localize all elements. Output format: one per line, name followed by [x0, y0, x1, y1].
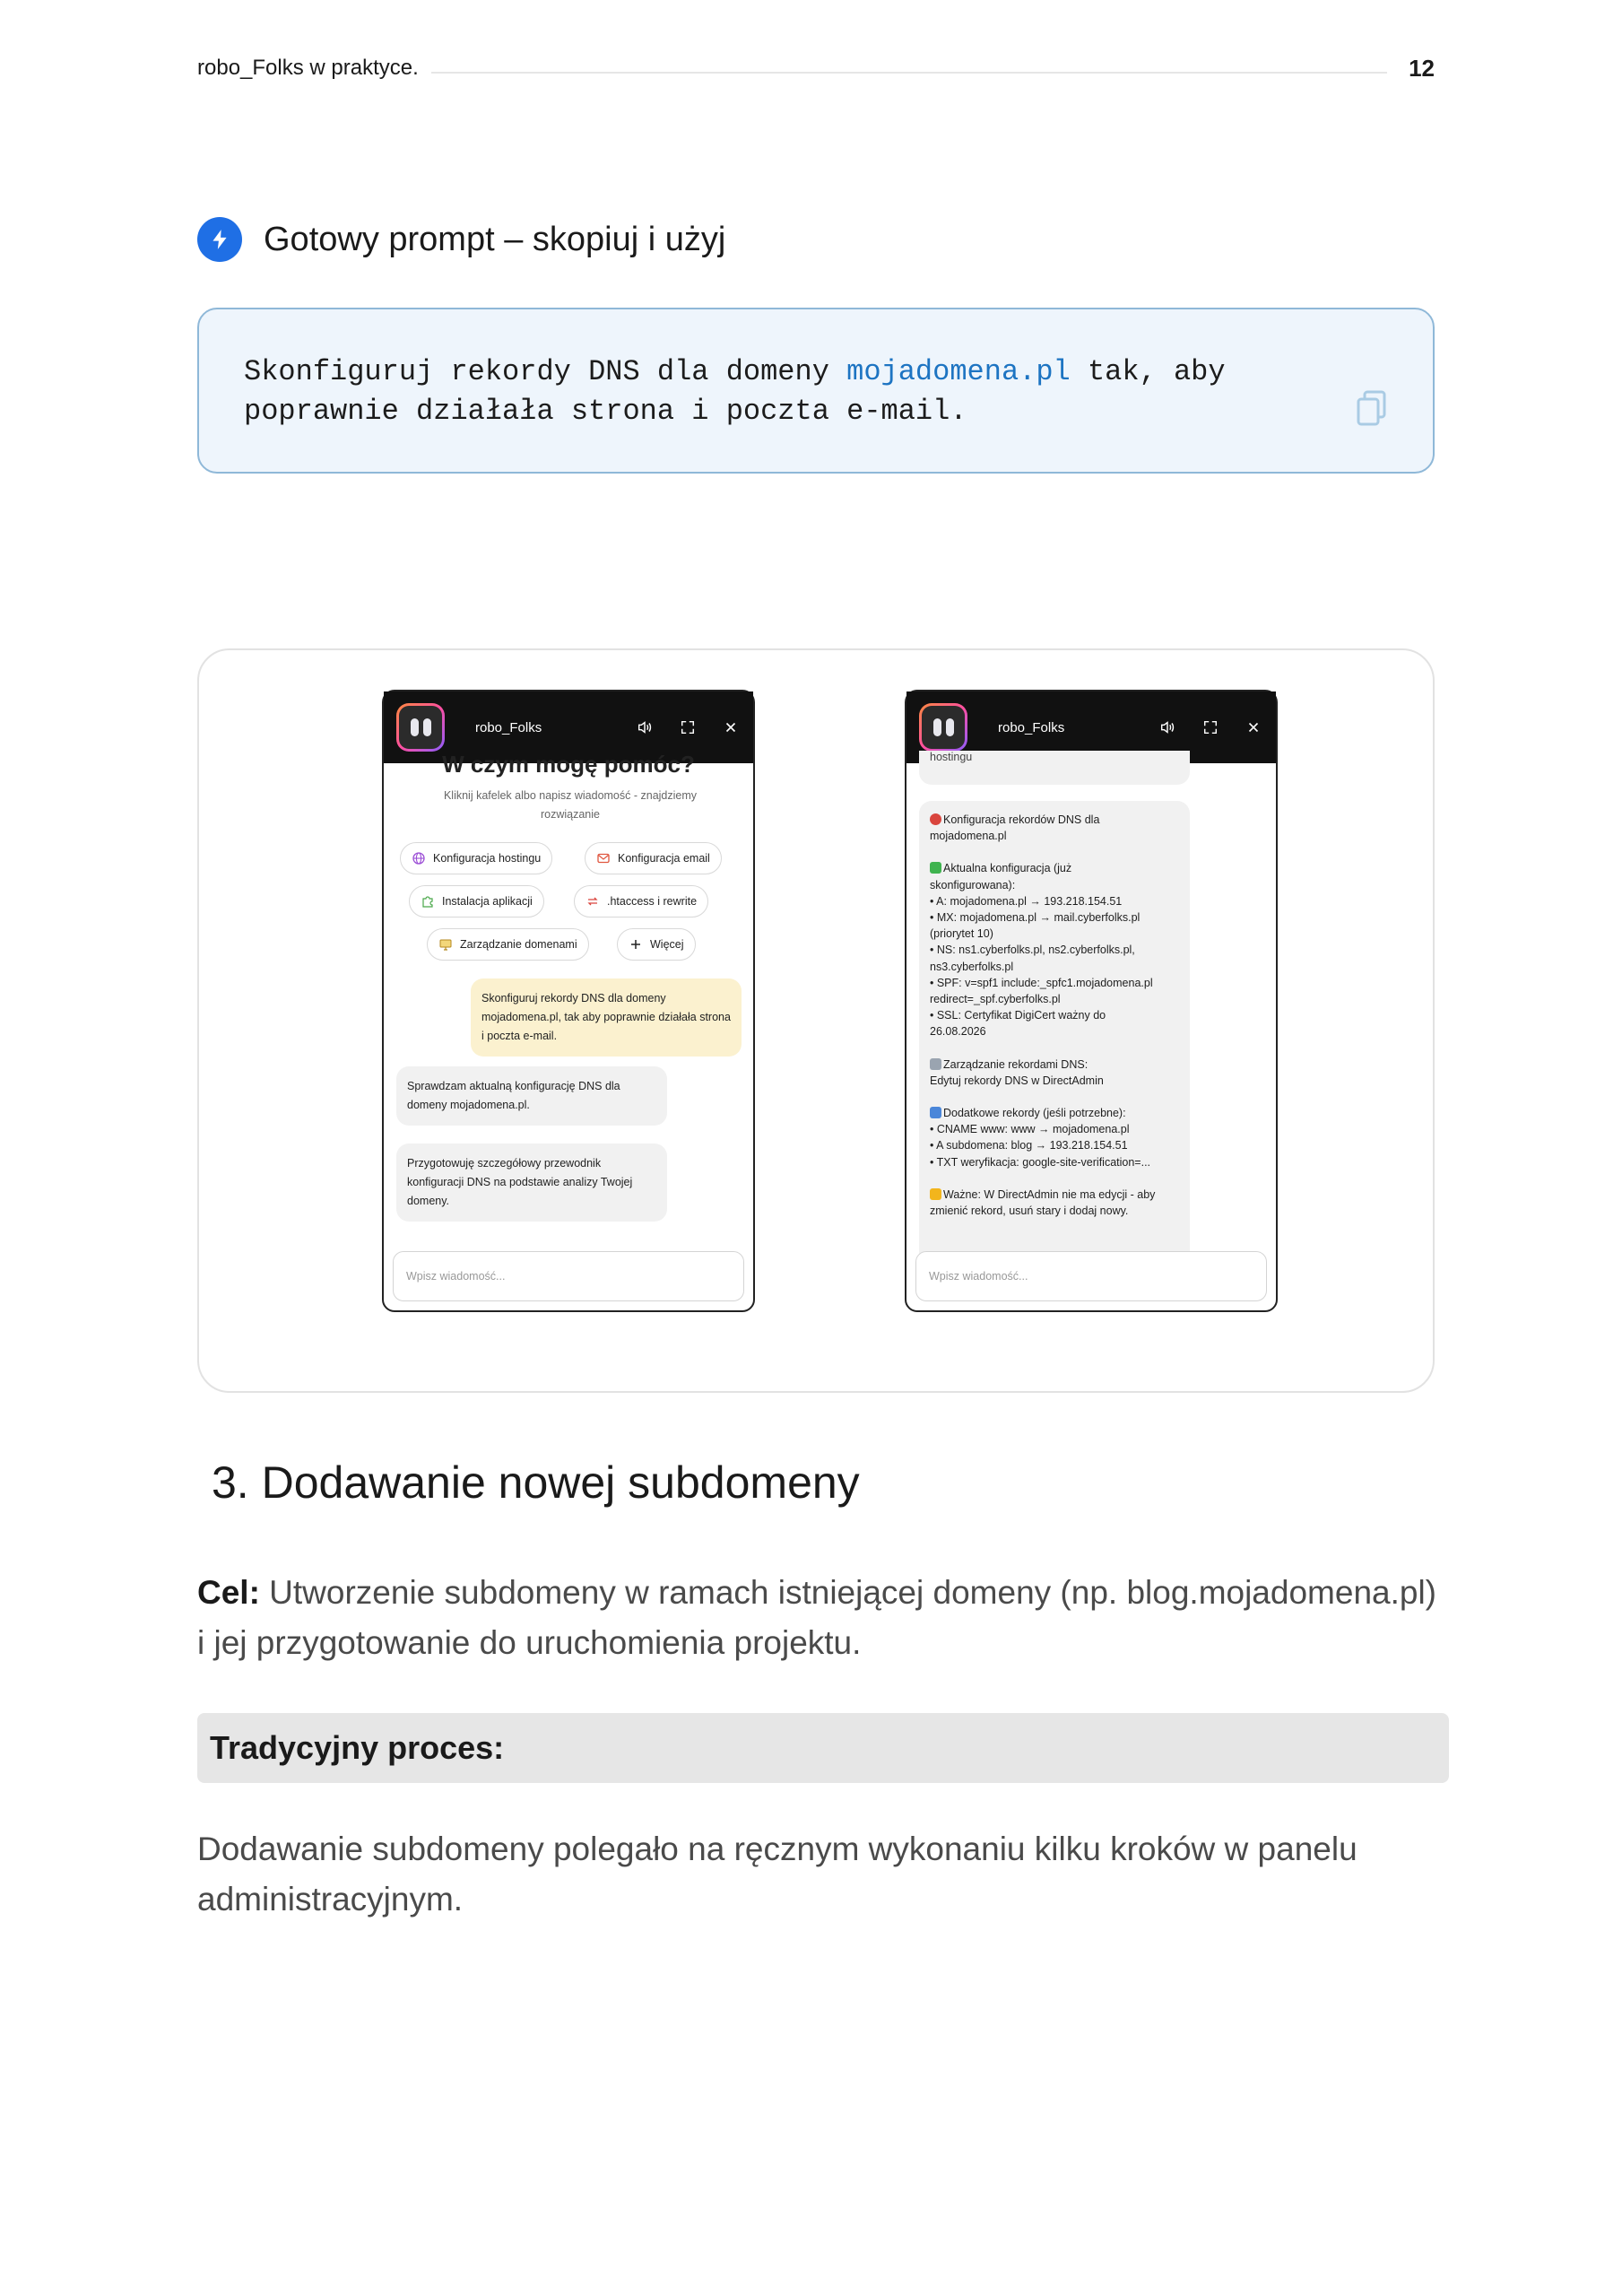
refresh-icon [930, 1107, 941, 1118]
dns-title-domain: mojadomena.pl [930, 830, 1007, 843]
user-message: Skonfiguruj rekordy DNS dla domeny mojadomena.pl, tak aby poprawnie działała strona i poczta e-mail. [471, 978, 742, 1057]
goal-label: Cel: [197, 1574, 260, 1611]
current-config-title: Aktualna konfiguracja (już [943, 862, 1072, 875]
warning-text-2: zmienić rekord, usuń stary i dodaj nowy. [930, 1205, 1129, 1218]
mail-icon [596, 851, 611, 865]
chip-label: Konfiguracja hostingu [433, 852, 542, 865]
chip-htaccess[interactable] [574, 885, 708, 918]
dns-record-line: ns3.cyberfolks.pl [930, 960, 1014, 973]
warning-text: Ważne: W DirectAdmin nie ma edycji - aby [943, 1187, 1156, 1201]
process-label: Tradycyjny proces: [210, 1729, 505, 1766]
prompt-text-end: tak, aby [1070, 355, 1226, 388]
chip-label: Konfiguracja email [618, 852, 710, 865]
redirect-icon [585, 894, 600, 909]
chip-email[interactable] [585, 842, 722, 874]
message-input[interactable]: Wpisz wiadomość... [393, 1251, 744, 1301]
monitor-icon [438, 937, 453, 952]
bot-avatar [919, 703, 967, 752]
lightning-icon [197, 217, 242, 262]
chat-window-right [905, 690, 1278, 1312]
expand-icon[interactable] [678, 718, 698, 737]
chip-label: Więcej [650, 938, 684, 951]
chip-apps[interactable] [409, 885, 544, 918]
puzzle-icon [421, 894, 435, 909]
close-icon[interactable] [721, 718, 741, 737]
dns-title: Konfiguracja rekordów DNS dla [943, 813, 1100, 826]
manage-title: Zarządzanie rekordami DNS: [943, 1057, 1089, 1071]
dns-record-line: 26.08.2026 [930, 1025, 986, 1039]
dns-record-line: • TXT weryfikacja: google-site-verification=... [930, 1155, 1151, 1169]
page-header [197, 52, 1435, 84]
dns-record-line: • NS: ns1.cyberfolks.pl, ns2.cyberfolks.pl, [930, 944, 1135, 957]
dns-record-line: • CNAME www: www → mojadomena.pl [930, 1123, 1130, 1136]
message-input[interactable]: Wpisz wiadomość... [915, 1251, 1267, 1301]
speaker-icon[interactable] [635, 718, 655, 737]
plus-icon [629, 937, 643, 952]
prompt-text [244, 352, 1226, 431]
bot-name: robo_Folks [998, 719, 1065, 735]
wrench-icon [930, 813, 941, 825]
goal-text: Utworzenie subdomeny w ramach istniejącej domeny (np. blog.mojadomena.pl) i jej przygotowanie do uruchomienia projektu. [197, 1574, 1436, 1661]
chat-window-left [382, 690, 755, 1312]
dns-record-line: • A subdomena: blog → 193.218.154.51 [930, 1139, 1128, 1152]
dns-record-line: • MX: mojadomena.pl → mail.cyberfolks.pl [930, 911, 1141, 925]
dns-record-line: redirect=_spf.cyberfolks.pl [930, 993, 1061, 1006]
copy-icon[interactable] [1356, 390, 1388, 426]
bot-avatar [396, 703, 445, 752]
bot-message: Sprawdzam aktualną konfigurację DNS dla domeny mojadomena.pl. [396, 1066, 667, 1126]
section-heading: 3. Dodawanie nowej subdomeny [212, 1457, 860, 1508]
prompt-domain: mojadomena.pl [846, 355, 1071, 388]
speaker-icon[interactable] [1158, 718, 1177, 737]
dns-record-line: • SPF: v=spf1 include:_spfc1.mojadomena.pl [930, 976, 1153, 989]
chip-label: Zarządzanie domenami [460, 938, 577, 951]
dns-record-line: • A: mojadomena.pl → 193.218.154.51 [930, 894, 1123, 908]
chat-body [906, 751, 1276, 1240]
dns-record-line: (priorytet 10) [930, 927, 993, 941]
expand-icon[interactable] [1201, 718, 1220, 737]
document-title: robo_Folks w praktyce. [197, 56, 419, 80]
prompt-heading [197, 217, 725, 262]
chat-body [384, 751, 753, 1240]
chip-label: Instalacja aplikacji [442, 895, 533, 908]
cut-text: hostingu [930, 751, 973, 763]
globe-icon [412, 851, 426, 865]
chip-hosting[interactable] [400, 842, 552, 874]
welcome-title: W czym mogę pomóc? [442, 751, 695, 778]
header-rule [431, 72, 1387, 74]
manage-text: Edytuj rekordy DNS w DirectAdmin [930, 1074, 1104, 1087]
page-number: 12 [1409, 54, 1435, 82]
dns-record-line: • SSL: Certyfikat DigiCert ważny do [930, 1009, 1106, 1022]
current-config-title-2: skonfigurowana): [930, 878, 1016, 891]
bot-message: Przygotowuję szczegółowy przewodnik konfiguracji DNS na podstawie analizy Twojej domeny. [396, 1144, 667, 1222]
chip-label: .htaccess i rewrite [607, 895, 698, 908]
chip-domains[interactable] [427, 928, 589, 961]
prompt-text-line2: poprawnie działała strona i poczta e-mail. [244, 395, 967, 428]
process-label-bar [197, 1713, 1449, 1783]
screenshot-frame [197, 648, 1435, 1393]
dns-config-message [919, 801, 1190, 1267]
prompt-box [197, 308, 1435, 474]
bot-message-cut [919, 751, 1190, 785]
goal-paragraph [197, 1568, 1453, 1668]
welcome-hint: Kliknij kafelek albo napisz wiadomość - znajdziemy rozwiązanie [443, 789, 698, 821]
prompt-heading-text: Gotowy prompt – skopiuj i użyj [264, 220, 726, 258]
extra-records-title: Dodatkowe rekordy (jeśli potrzebne): [943, 1107, 1126, 1120]
bot-name: robo_Folks [475, 719, 542, 735]
warning-icon [930, 1188, 941, 1200]
tool-icon [930, 1058, 941, 1070]
close-icon[interactable] [1244, 718, 1263, 737]
process-paragraph: Dodawanie subdomeny polegało na ręcznym wykonaniu kilku kroków w panelu administracyjnym. [197, 1831, 1357, 1918]
chip-more[interactable] [617, 928, 696, 961]
prompt-text-start: Skonfiguruj rekordy DNS dla domeny [244, 355, 847, 388]
checkmark-icon [930, 862, 941, 874]
